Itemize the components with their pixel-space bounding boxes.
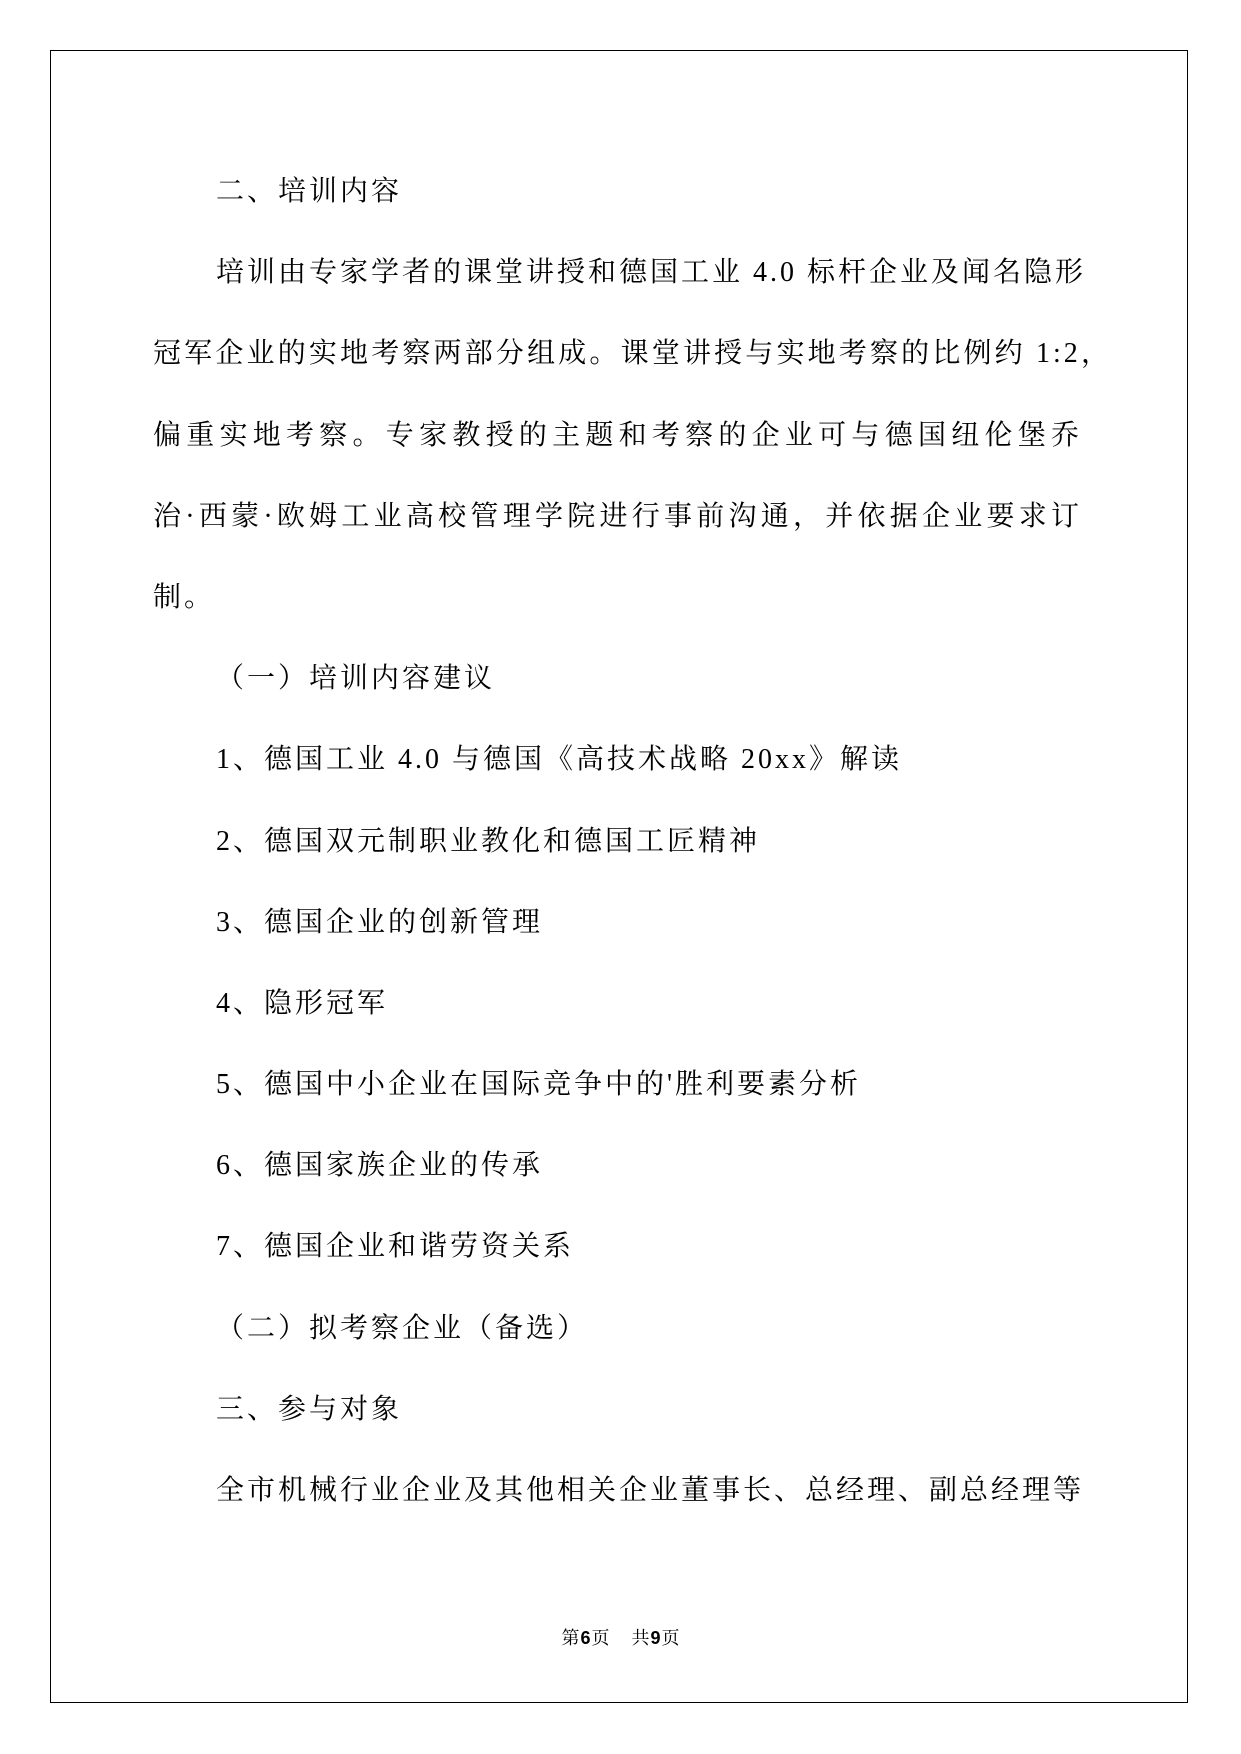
list-item: 3、德国企业的创新管理: [216, 906, 544, 938]
paragraph-line: 冠军企业的实地考察两部分组成。课堂讲授与实地考察的比例约 1:2，: [153, 338, 1112, 370]
page-footer: [0, 1626, 1241, 1650]
total-prefix: 共: [631, 1628, 650, 1649]
total-pages-indicator: [632, 1628, 680, 1649]
subsection-heading: （二）拟考察企业（备选）: [216, 1312, 589, 1344]
page-prefix: 第: [561, 1628, 580, 1649]
subsection-heading: （一）培训内容建议: [216, 663, 496, 695]
current-page-indicator: [561, 1628, 609, 1649]
list-item: 2、德国双元制职业教化和德国工匠精神: [216, 825, 761, 857]
section-heading: 三、参与对象: [216, 1393, 403, 1425]
paragraph-line: 治·西蒙·欧姆工业高校管理学院进行事前沟通，并依据企业要求订: [153, 500, 1082, 532]
list-item: 1、德国工业 4.0 与德国《高技术战略 20xx》解读: [216, 744, 903, 776]
paragraph-line: 培训由专家学者的课堂讲授和德国工业 4.0 标杆企业及闻名隐形: [216, 257, 1087, 289]
paragraph-line: 全市机械行业企业及其他相关企业董事长、总经理、副总经理等: [216, 1475, 1085, 1506]
page-body: [153, 151, 1113, 1531]
page-number: 6: [580, 1628, 591, 1648]
list-item: 5、德国中小企业在国际竞争中的'胜利要素分析: [216, 1069, 862, 1101]
list-item: 4、隐形冠军: [216, 987, 389, 1019]
paragraph-line: 制。: [153, 581, 216, 613]
section-heading: 二、培训内容: [216, 176, 403, 207]
page-suffix: 页: [591, 1628, 610, 1649]
list-item: 6、德国家族企业的传承: [216, 1150, 544, 1182]
total-pages: 9: [650, 1628, 661, 1648]
total-suffix: 页: [661, 1628, 680, 1649]
list-item: 7、德国企业和谐劳资关系: [216, 1231, 575, 1263]
paragraph-line: 偏重实地考察。专家教授的主题和考察的企业可与德国纽伦堡乔: [153, 419, 1082, 451]
